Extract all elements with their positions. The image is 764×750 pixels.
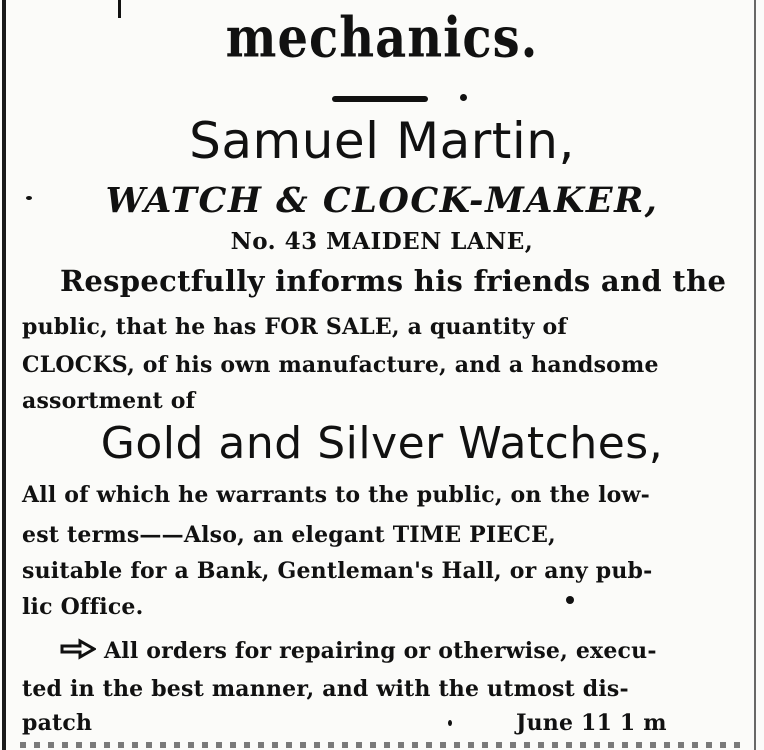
body-line: est terms——Also, an elegant TIME PIECE, (22, 522, 556, 548)
notice-text: All orders for repairing or otherwise, execu- (104, 638, 657, 664)
ink-speck (460, 94, 467, 101)
notice-line: ted in the best manner, and with the utmost dis- (22, 676, 629, 702)
body-line: suitable for a Bank, Gentleman's Hall, or any pub- (22, 558, 653, 584)
advertiser-trade: WATCH & CLOCK-MAKER, (105, 180, 659, 221)
ink-speck (448, 720, 452, 726)
lead-line: Respectfully informs his friends and the (60, 264, 727, 298)
body-line: lic Office. (22, 594, 144, 620)
pointing-hand-icon (60, 638, 96, 660)
body-line: All of which he warrants to the public, on the low- (22, 482, 651, 508)
notice-line (60, 638, 657, 664)
ornamental-rule (332, 96, 428, 102)
advertiser-address: No. 43 MAIDEN LANE, (230, 228, 534, 255)
body-line: public, that he has FOR SALE, a quantity of (22, 314, 568, 340)
ink-speck (566, 596, 574, 604)
body-line: assortment of (22, 388, 196, 414)
closing-word: patch (22, 710, 93, 736)
section-heading: mechanics. (225, 5, 539, 71)
product-headline: Gold and Silver Watches, (100, 418, 664, 469)
body-line: CLOCKS, of his own manufacture, and a handsome (22, 352, 659, 378)
bottom-cutoff-text (20, 742, 744, 748)
advertiser-name: Samuel Martin, (189, 112, 575, 170)
dateline: June 11 1 m (516, 710, 667, 736)
ink-speck (26, 196, 32, 200)
